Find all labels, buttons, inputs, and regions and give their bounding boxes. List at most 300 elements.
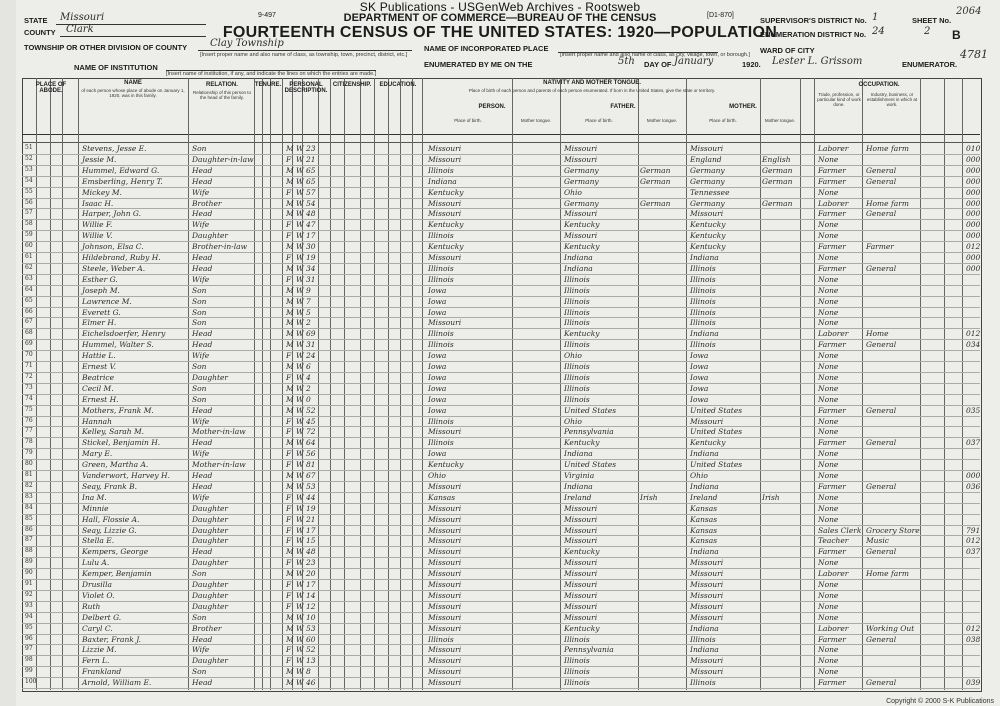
row-code: 034 [966, 340, 981, 350]
row-fbirth: Illinois [564, 634, 590, 644]
row-rel: Brother [192, 623, 222, 633]
row-name: Baxter, Frank J. [82, 634, 142, 644]
row-rel: Brother [192, 198, 222, 208]
row-fbirth: United States [564, 460, 617, 470]
row-line-number: 65 [25, 296, 33, 304]
row-age: 65 [306, 165, 316, 175]
row-mbirth: Illinois [690, 263, 716, 273]
margin-note-top: 2064 [956, 6, 982, 17]
row-ind: General [866, 209, 897, 219]
row-sex: F [286, 645, 292, 655]
row-race: W [296, 601, 304, 611]
row-age: 31 [306, 274, 316, 284]
row-race: W [296, 394, 304, 404]
name-header: NAME [124, 80, 142, 86]
row-mbirth: Indiana [690, 329, 719, 339]
row-name: Hannah [82, 416, 112, 426]
row-code: 000 [966, 220, 981, 230]
row-fbirth: Kentucky [564, 547, 600, 557]
row-rel: Head [192, 253, 213, 262]
row-rel: Daughter [192, 536, 228, 546]
row-rel: Mother-in-law [192, 460, 246, 470]
row-name: Hummel, Edward G. [82, 165, 160, 175]
enumerator-label: ENUMERATOR. [902, 60, 958, 69]
row-code: 000 [966, 209, 981, 219]
row-age: 4 [306, 372, 311, 382]
row-sex: F [286, 656, 292, 666]
row-birth: Illinois [428, 165, 454, 175]
row-line-number: 87 [25, 536, 33, 544]
row-code: 036 [966, 481, 981, 491]
stamp-number: 4781 [960, 48, 988, 61]
row-mbirth: Indiana [690, 623, 719, 633]
row-race: W [296, 405, 304, 415]
row-rel: Son [192, 394, 207, 404]
row-occ: None [818, 394, 839, 404]
row-age: 7 [306, 296, 311, 306]
row-rel: Wife [192, 274, 210, 284]
row-birth: Missouri [428, 656, 462, 666]
row-age: 57 [306, 187, 316, 197]
row-fbirth: Missouri [564, 231, 598, 241]
row-name: Kelley, Sarah M. [82, 427, 145, 437]
row-birth: Missouri [428, 209, 462, 219]
row-sex: M [286, 678, 294, 688]
row-ind: Music [866, 536, 889, 546]
place-of-abode-header: PLACE OF ABODE. [35, 82, 67, 94]
row-race: W [296, 274, 304, 284]
row-sex: M [286, 318, 294, 328]
row-race: W [296, 253, 304, 262]
row-name: Caryl C. [82, 623, 113, 633]
row-fbirth: Illinois [564, 340, 590, 350]
row-line-number: 83 [25, 492, 33, 500]
row-mbirth: Illinois [690, 340, 716, 350]
row-mbirth: Indiana [690, 449, 719, 459]
row-sex: F [286, 525, 292, 535]
row-line-number: 82 [25, 481, 33, 489]
row-fbirth: Missouri [564, 503, 598, 513]
row-race: W [296, 362, 304, 371]
row-birth: Kentucky [428, 460, 464, 470]
mother-place-header: Place of birth. [709, 118, 737, 123]
row-rel: Daughter [192, 656, 228, 666]
row-occ: Teacher [818, 536, 849, 546]
row-rel: Daughter [192, 372, 228, 382]
row-rel: Head [192, 340, 213, 350]
row-ind: General [866, 340, 897, 350]
ward-label: WARD OF CITY [760, 46, 815, 55]
row-sex: M [286, 569, 294, 579]
row-line-number: 95 [25, 623, 33, 631]
row-occ: None [818, 187, 839, 197]
row-rel: Head [192, 678, 213, 688]
row-occ: None [818, 427, 839, 437]
census-title: FOURTEENTH CENSUS OF THE UNITED STATES: 1920—POPULATION [222, 24, 778, 41]
row-birth: Missouri [428, 253, 462, 262]
row-name: Eichelsdoerfer, Henry [82, 329, 166, 339]
row-line-number: 54 [25, 176, 33, 184]
row-age: 8 [306, 667, 311, 677]
row-rel: Head [192, 471, 213, 480]
row-age: 19 [306, 503, 316, 513]
row-sex: M [286, 144, 294, 153]
row-occ: None [818, 601, 839, 611]
row-birth: Illinois [428, 329, 454, 339]
row-line-number: 88 [25, 547, 33, 555]
person-header: PERSON. [478, 104, 506, 110]
row-occ: Farmer [818, 438, 846, 448]
row-line-number: 91 [25, 580, 33, 587]
row-rel: Daughter [192, 514, 228, 524]
row-name: Willie V. [82, 231, 113, 241]
row-mtongue: German [762, 176, 793, 186]
row-fbirth: Ohio [564, 187, 582, 197]
row-rel: Wife [192, 187, 210, 197]
row-mbirth: Missouri [690, 558, 724, 568]
row-birth: Missouri [428, 536, 462, 546]
incorporated-note: [Insert proper name and also name of class, as city, village, town, or borough.] [560, 52, 751, 58]
row-birth: Missouri [428, 612, 462, 622]
row-race: W [296, 220, 304, 230]
row-race: W [296, 547, 304, 557]
row-occ: Laborer [818, 623, 849, 633]
row-mbirth: Ohio [690, 471, 708, 480]
mother-header: MOTHER. [729, 104, 757, 110]
row-birth: Missouri [428, 427, 462, 437]
row-ftongue: Irish [640, 492, 658, 502]
row-line-number: 96 [25, 634, 33, 642]
row-fbirth: Illinois [564, 318, 590, 328]
row-occ: Sales Clerk [818, 525, 862, 535]
row-mtongue: German [762, 198, 793, 208]
row-occ: None [818, 580, 839, 589]
row-race: W [296, 667, 304, 677]
row-age: 9 [306, 285, 311, 295]
row-mbirth: Illinois [690, 634, 716, 644]
row-race: W [296, 231, 304, 241]
row-name: Kemper, Benjamin [82, 569, 152, 579]
sheet-side: B [952, 28, 961, 42]
row-occ: None [818, 514, 839, 524]
row-mbirth: Missouri [690, 416, 724, 426]
row-mbirth: Indiana [690, 253, 719, 262]
row-fbirth: Indiana [564, 263, 593, 273]
row-name: Jessie M. [82, 154, 117, 164]
row-age: 12 [306, 601, 316, 611]
row-line-number: 55 [25, 187, 33, 195]
row-line-number: 70 [25, 351, 33, 359]
row-occ: None [818, 449, 839, 459]
township-label: TOWNSHIP OR OTHER DIVISION OF COUNTY [24, 43, 188, 52]
row-occ: Farmer [818, 678, 846, 688]
row-occ: None [818, 656, 839, 666]
row-sex: F [286, 536, 292, 546]
row-mbirth: Kansas [690, 514, 718, 524]
row-occ: None [818, 372, 839, 382]
row-name: Kempers, George [82, 547, 149, 557]
row-sex: F [286, 580, 292, 589]
row-code: 012 [966, 536, 981, 546]
row-sex: M [286, 612, 294, 622]
day-of-label: DAY OF [644, 60, 672, 69]
row-birth: Ohio [428, 471, 446, 480]
row-age: 56 [306, 449, 316, 459]
row-fbirth: Indiana [564, 449, 593, 459]
row-sex: M [286, 481, 294, 491]
row-rel: Son [192, 612, 207, 622]
row-occ: None [818, 253, 839, 262]
row-sex: M [286, 198, 294, 208]
state-value: Missouri [60, 12, 105, 23]
row-sex: M [286, 165, 294, 175]
row-age: 19 [306, 253, 316, 262]
row-rel: Daughter [192, 590, 228, 600]
row-fbirth: Kentucky [564, 623, 600, 633]
row-sex: M [286, 176, 294, 186]
row-ftongue: German [640, 176, 671, 186]
row-name: Harper, John G. [82, 209, 142, 219]
row-line-number: 80 [25, 460, 33, 468]
row-sex: F [286, 514, 292, 524]
row-mbirth: Kansas [690, 525, 718, 535]
row-fbirth: Illinois [564, 362, 590, 371]
row-birth: Missouri [428, 503, 462, 513]
row-age: 17 [306, 231, 316, 241]
row-ind: Farmer [866, 242, 894, 252]
row-mbirth: Illinois [690, 285, 716, 295]
row-name: Arnold, William E. [82, 678, 152, 688]
row-mbirth: Germany [690, 176, 725, 186]
row-race: W [296, 634, 304, 644]
row-mbirth: Missouri [690, 209, 724, 219]
row-fbirth: Indiana [564, 253, 593, 262]
row-ind: General [866, 678, 897, 688]
row-occ: None [818, 154, 839, 164]
row-age: 53 [306, 623, 316, 633]
row-race: W [296, 612, 304, 622]
row-birth: Missouri [428, 198, 462, 208]
row-race: W [296, 438, 304, 448]
row-line-number: 63 [25, 274, 33, 282]
row-race: W [296, 427, 304, 437]
year-label: 1920. [742, 60, 761, 69]
row-mtongue: German [762, 165, 793, 175]
row-sex: M [286, 438, 294, 448]
form-code: [D1-870] [707, 12, 734, 19]
row-occ: Farmer [818, 405, 846, 415]
relation-subheader: Relationship of this person to the head of the family. [192, 90, 252, 100]
row-occ: Farmer [818, 547, 846, 557]
row-occ: Farmer [818, 209, 846, 219]
row-age: 34 [306, 263, 316, 273]
row-race: W [296, 656, 304, 666]
row-line-number: 90 [25, 569, 33, 577]
row-name: Mary E. [82, 449, 113, 459]
row-race: W [296, 503, 304, 513]
row-fbirth: Illinois [564, 383, 590, 393]
row-sex: M [286, 296, 294, 306]
row-sex: M [286, 242, 294, 252]
row-occ: None [818, 307, 839, 317]
row-rel: Son [192, 569, 207, 579]
row-name: Green, Martha A. [82, 460, 149, 470]
row-rel: Mother-in-law [192, 427, 246, 437]
row-birth: Illinois [428, 340, 454, 350]
row-race: W [296, 460, 304, 470]
township-value: Clay Township [210, 38, 284, 49]
row-fbirth: Missouri [564, 525, 598, 535]
row-sex: M [286, 285, 294, 295]
row-name: Lizzie M. [82, 645, 117, 655]
row-age: 13 [306, 656, 316, 666]
row-birth: Iowa [428, 285, 447, 295]
row-age: 23 [306, 558, 316, 568]
row-name: Delbert G. [82, 612, 122, 622]
row-sex: F [286, 427, 292, 437]
row-occ: None [818, 285, 839, 295]
row-ind: Home [866, 329, 889, 339]
row-age: 46 [306, 678, 316, 688]
row-name: Lawrence M. [82, 296, 132, 306]
row-age: 24 [306, 351, 316, 361]
row-occ: None [818, 590, 839, 600]
row-sex: F [286, 449, 292, 459]
row-age: 21 [306, 514, 316, 524]
row-occ: None [818, 558, 839, 568]
row-ind: Working Out [866, 623, 915, 633]
row-line-number: 99 [25, 667, 33, 675]
row-birth: Iowa [428, 351, 447, 361]
row-line-number: 66 [25, 307, 33, 315]
row-race: W [296, 198, 304, 208]
row-birth: Missouri [428, 144, 462, 153]
row-ind: Home farm [866, 198, 909, 208]
row-age: 72 [306, 427, 316, 437]
row-code: 000 [966, 176, 981, 186]
incorporated-place-label: NAME OF INCORPORATED PLACE [424, 44, 549, 53]
row-sex: M [286, 405, 294, 415]
row-fbirth: Virginia [564, 471, 595, 480]
enumeration-district-value: 24 [872, 26, 885, 37]
row-fbirth: Missouri [564, 154, 598, 164]
row-name: Esther G. [82, 274, 118, 284]
row-fbirth: Kentucky [564, 329, 600, 339]
row-fbirth: Illinois [564, 307, 590, 317]
row-line-number: 77 [25, 427, 33, 435]
row-mbirth: Missouri [690, 601, 724, 611]
copyright-notice: Copyright © 2000 S-K Publications [886, 698, 994, 705]
row-rel: Daughter [192, 231, 228, 241]
department-title: DEPARTMENT OF COMMERCE—BUREAU OF THE CENSUS [343, 12, 657, 24]
row-line-number: 56 [25, 198, 33, 206]
row-age: 10 [306, 612, 316, 622]
row-birth: Missouri [428, 590, 462, 600]
row-rel: Son [192, 318, 207, 328]
supervisor-label: SUPERVISOR'S DISTRICT No. [760, 16, 867, 25]
row-rel: Wife [192, 416, 210, 426]
row-name: Stevens, Jesse E. [82, 144, 147, 153]
row-birth: Missouri [428, 525, 462, 535]
row-birth: Iowa [428, 449, 447, 459]
row-sex: F [286, 460, 292, 470]
row-name: Isaac H. [82, 198, 114, 208]
row-rel: Daughter-in-law [192, 154, 254, 164]
row-race: W [296, 263, 304, 273]
row-code: 000 [966, 187, 981, 197]
row-race: W [296, 285, 304, 295]
row-name: Lulu A. [82, 558, 110, 568]
row-age: 20 [306, 569, 316, 579]
row-age: 30 [306, 242, 316, 252]
row-code: 000 [966, 263, 981, 273]
row-mbirth: Iowa [690, 372, 709, 382]
row-fbirth: Kentucky [564, 220, 600, 230]
row-name: Stella E. [82, 536, 115, 546]
row-line-number: 75 [25, 405, 33, 413]
row-sex: F [286, 187, 292, 197]
row-rule [22, 688, 980, 689]
row-fbirth: Illinois [564, 656, 590, 666]
row-mbirth: Missouri [690, 580, 724, 589]
row-rel: Head [192, 329, 213, 339]
row-race: W [296, 623, 304, 633]
row-sex: M [286, 329, 294, 339]
row-line-number: 93 [25, 601, 33, 609]
row-fbirth: Missouri [564, 601, 598, 611]
row-birth: Missouri [428, 569, 462, 579]
row-mbirth: Ireland [690, 492, 718, 502]
enumeration-district-label: ENUMERATION DISTRICT No. [760, 30, 867, 39]
row-occ: None [818, 231, 839, 241]
row-fbirth: Missouri [564, 514, 598, 524]
row-age: 31 [306, 340, 316, 350]
row-rel: Daughter [192, 525, 228, 535]
row-race: W [296, 590, 304, 600]
row-age: 52 [306, 405, 316, 415]
row-name: Seay, Lizzie G. [82, 525, 137, 535]
row-race: W [296, 154, 304, 164]
row-birth: Illinois [428, 274, 454, 284]
row-race: W [296, 645, 304, 655]
row-sex: M [286, 394, 294, 404]
row-rel: Son [192, 144, 207, 153]
father-header: FATHER. [610, 104, 636, 110]
row-birth: Missouri [428, 558, 462, 568]
form-number: 9-497 [258, 12, 276, 19]
row-race: W [296, 481, 304, 491]
row-fbirth: Illinois [564, 678, 590, 688]
row-code: 000 [966, 198, 981, 208]
row-name: Everett G. [82, 307, 121, 317]
row-sex: F [286, 253, 292, 262]
row-mbirth: Germany [690, 198, 725, 208]
row-rel: Brother-in-law [192, 242, 248, 252]
row-line-number: 58 [25, 220, 33, 228]
row-fbirth: Missouri [564, 580, 598, 589]
row-mbirth: Missouri [690, 612, 724, 622]
row-mbirth: Kansas [690, 503, 718, 513]
row-ind: Grocery Store [866, 525, 920, 535]
row-name: Fern L. [82, 656, 110, 666]
row-age: 67 [306, 471, 316, 480]
row-race: W [296, 144, 304, 153]
row-fbirth: Ohio [564, 416, 582, 426]
row-mbirth: Missouri [690, 667, 724, 677]
row-sex: F [286, 558, 292, 568]
tenure-header: TENURE. [254, 82, 282, 88]
row-sex: M [286, 623, 294, 633]
